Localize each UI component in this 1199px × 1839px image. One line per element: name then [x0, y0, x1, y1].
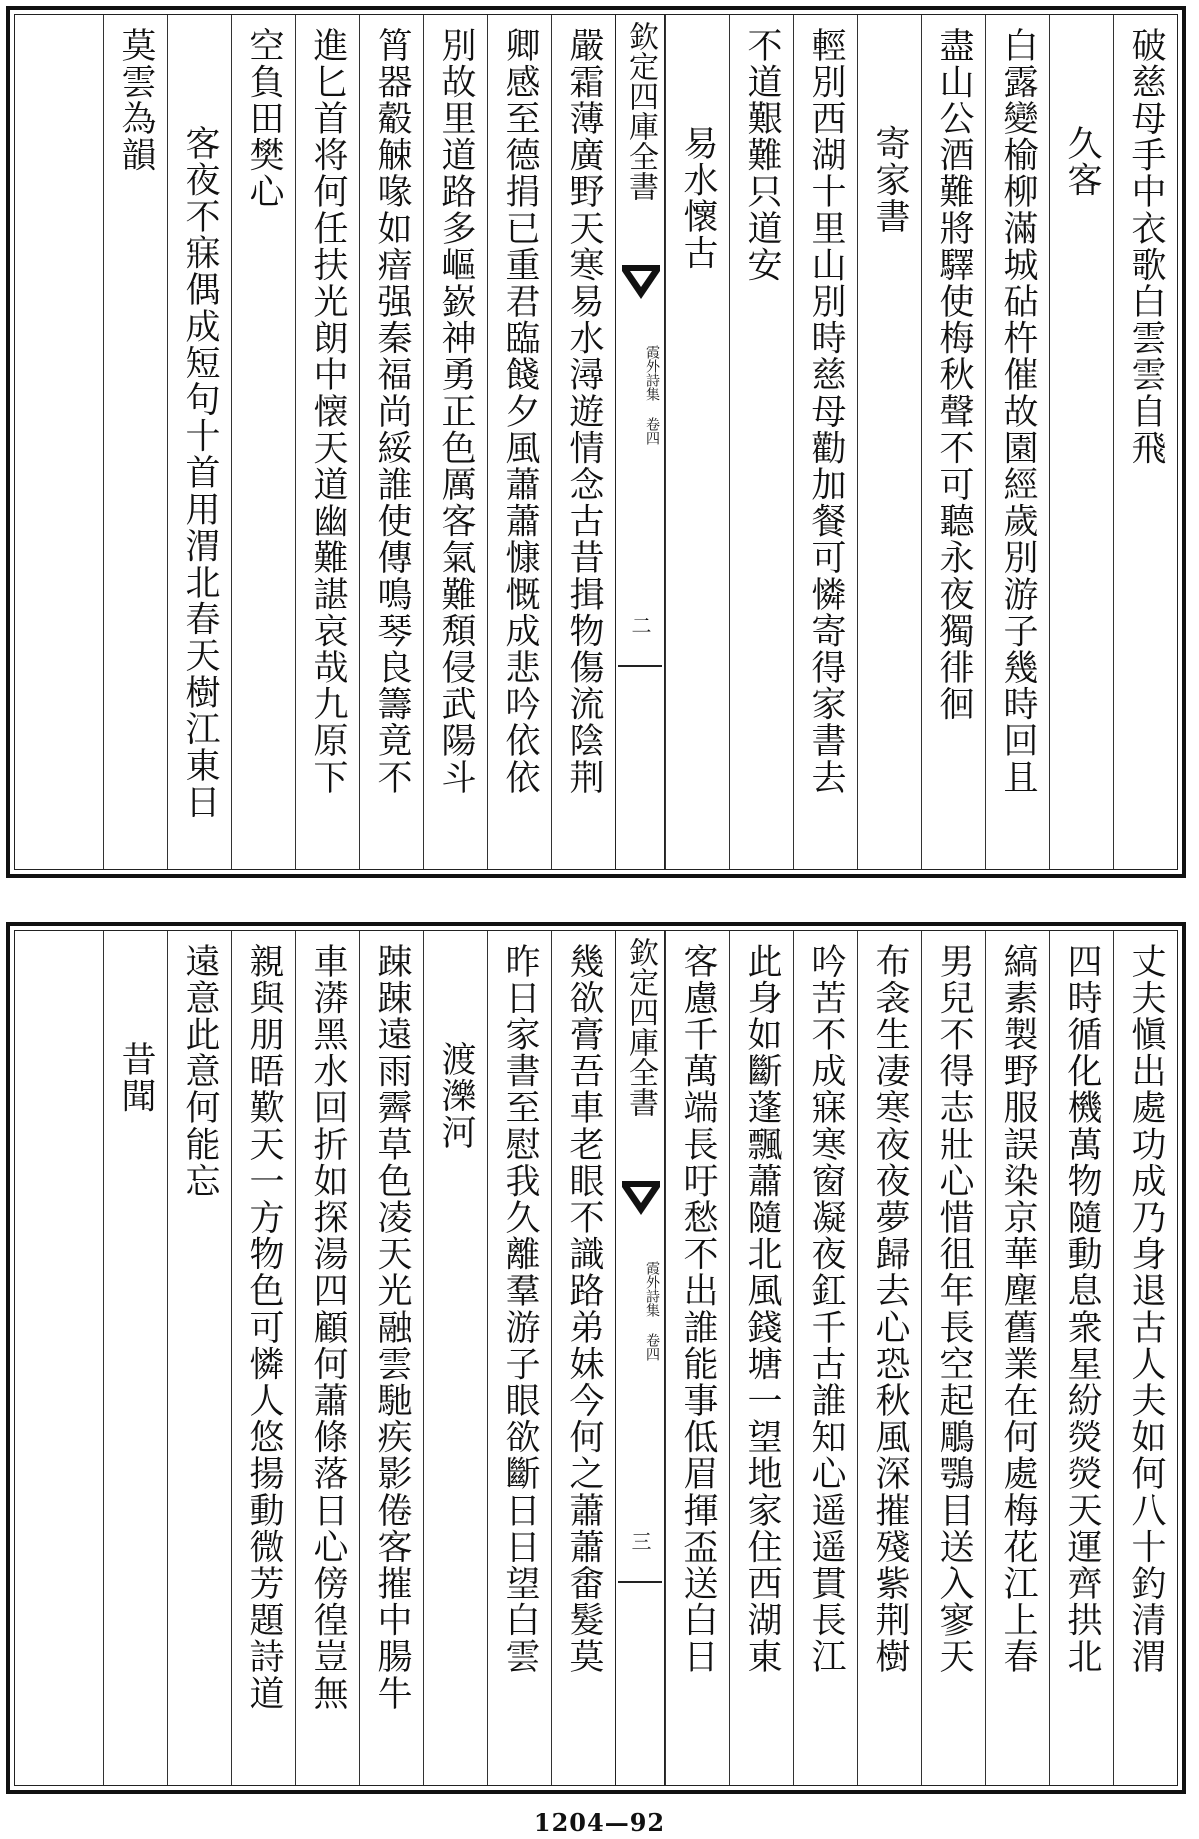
text-column — [665, 15, 729, 869]
poem-line: 車漭黑水回折如探湯四顧何蕭條落日心傍徨豈無 — [308, 943, 348, 1712]
text-column — [231, 15, 295, 869]
poem-line: 不道艱難只道安 — [742, 27, 782, 284]
poem-line: 進匕首将何任扶光朗中懐天道幽難諶哀哉九原下 — [308, 27, 348, 796]
poem-line: 踈踈遠雨霽草色凌天光融雲馳疾影倦客摧中腸牛 — [372, 943, 412, 1712]
poem-line: 客慮千萬端長吁愁不出誰能事低眉揮盃送白日 — [678, 943, 718, 1675]
poem-line: 幾欲膏吾車老眼不識路弟妹今何之蕭蕭畬髮莫 — [564, 943, 604, 1675]
text-column — [857, 931, 921, 1785]
poem-title: 客夜不寐偶成短句十首用渭北春天樹江東日 — [180, 125, 220, 821]
poem-title: 渡濼河 — [436, 1041, 476, 1151]
poem-title: 易水懷古 — [678, 125, 718, 272]
text-column — [793, 931, 857, 1785]
text-column — [1113, 931, 1177, 1785]
spine-page-number: 二 — [628, 615, 652, 635]
text-column — [793, 15, 857, 869]
text-column — [359, 931, 423, 1785]
poem-line: 四時循化機萬物隨動息衆星紛熒熒天運齊拱北 — [1062, 943, 1102, 1675]
poem-line: 卿感至德捐已重君臨餞夕風蕭蕭慷慨成悲吟依依 — [500, 27, 540, 796]
page-footer-number: 1204—92 — [533, 1808, 666, 1837]
text-column — [921, 931, 985, 1785]
poem-line: 破慈母手中衣歌白雲雲自飛 — [1126, 27, 1166, 467]
text-column — [487, 15, 551, 869]
poem-title: 昔聞 — [116, 1041, 156, 1115]
text-column — [295, 931, 359, 1785]
center-spine — [615, 931, 665, 1785]
poem-line: 筲器觳觫喙如瘖强秦福尚綏誰使傳鳴琴良籌竟不 — [372, 27, 412, 796]
text-column — [295, 15, 359, 869]
page-bottom — [6, 922, 1186, 1794]
poem-line: 布衾生凄寒夜夜夢歸去心恐秋風深摧殘紫荆樹 — [870, 943, 910, 1675]
text-column — [665, 931, 729, 1785]
text-column — [487, 931, 551, 1785]
text-column — [423, 931, 487, 1785]
poem-line: 嚴霜薄廣野天寒易水潯遊情念古昔揖物傷流陰荆 — [564, 27, 604, 796]
text-column — [729, 931, 793, 1785]
fish-tail-mark-icon — [622, 265, 660, 305]
poem-line: 盡山公酒難將驛使梅秋聲不可聽永夜獨徘徊 — [934, 27, 974, 723]
spine-volume-label: 霞外詩集 卷四 — [644, 345, 660, 445]
poem-line: 昨日家書至慰我久離羣游子眼欲斷日日望白雲 — [500, 943, 540, 1675]
poem-title: 久客 — [1062, 125, 1102, 199]
poem-line: 莫雲為韻 — [116, 27, 156, 174]
text-column — [1113, 15, 1177, 869]
text-column — [167, 15, 231, 869]
poem-line: 吟苦不成寐寒窗凝夜釭千古誰知心遥遥貫長江 — [806, 943, 846, 1675]
text-column — [551, 931, 615, 1785]
text-column — [551, 15, 615, 869]
text-column — [921, 15, 985, 869]
text-column — [857, 15, 921, 869]
poem-line: 輕別西湖十里山別時慈母勸加餐可憐寄得家書去 — [806, 27, 846, 796]
fish-tail-mark-icon — [622, 1181, 660, 1221]
poem-line: 男兒不得志壯心惜徂年長空起鵰鶚目送入寥天 — [934, 943, 974, 1675]
page-text-area — [14, 14, 1178, 870]
poem-line: 遠意此意何能忘 — [180, 943, 220, 1200]
poem-line: 丈夫愼出處功成乃身退古人夫如何八十釣清渭 — [1126, 943, 1166, 1675]
poem-line: 白露變榆柳滿城砧杵催故園經歲別游子幾時回且 — [998, 27, 1038, 796]
text-column — [167, 931, 231, 1785]
poem-line: 別故里道路多嶇嶔神勇正色厲客氣難頽侵武陽斗 — [436, 27, 476, 796]
text-column — [985, 15, 1049, 869]
text-column — [103, 15, 167, 869]
text-column — [231, 931, 295, 1785]
poem-line: 空負田樊心 — [244, 27, 284, 210]
text-column — [1049, 15, 1113, 869]
spine-rule — [618, 665, 662, 667]
spine-page-number: 三 — [628, 1531, 652, 1551]
text-column — [103, 931, 167, 1785]
center-spine — [615, 15, 665, 869]
poem-line: 此身如斷蓬飄蕭隨北風錢塘一望地家住西湖東 — [742, 943, 782, 1675]
poem-title: 寄家書 — [870, 125, 910, 235]
poem-line: 親與朋晤歎天一方物色可憐人悠揚動微芳題詩道 — [244, 943, 284, 1712]
spine-title: 欽定四庫全書 — [623, 21, 658, 201]
spine-rule — [618, 1581, 662, 1583]
spine-volume-label: 霞外詩集 卷四 — [644, 1261, 660, 1361]
text-column — [423, 15, 487, 869]
page-top — [6, 6, 1186, 878]
text-column — [359, 15, 423, 869]
spine-title: 欽定四庫全書 — [623, 937, 658, 1117]
text-column — [1049, 931, 1113, 1785]
text-column — [729, 15, 793, 869]
page-text-area — [14, 930, 1178, 1786]
text-column — [985, 931, 1049, 1785]
poem-line: 縞素製野服誤染京華塵舊業在何處梅花江上春 — [998, 943, 1038, 1675]
